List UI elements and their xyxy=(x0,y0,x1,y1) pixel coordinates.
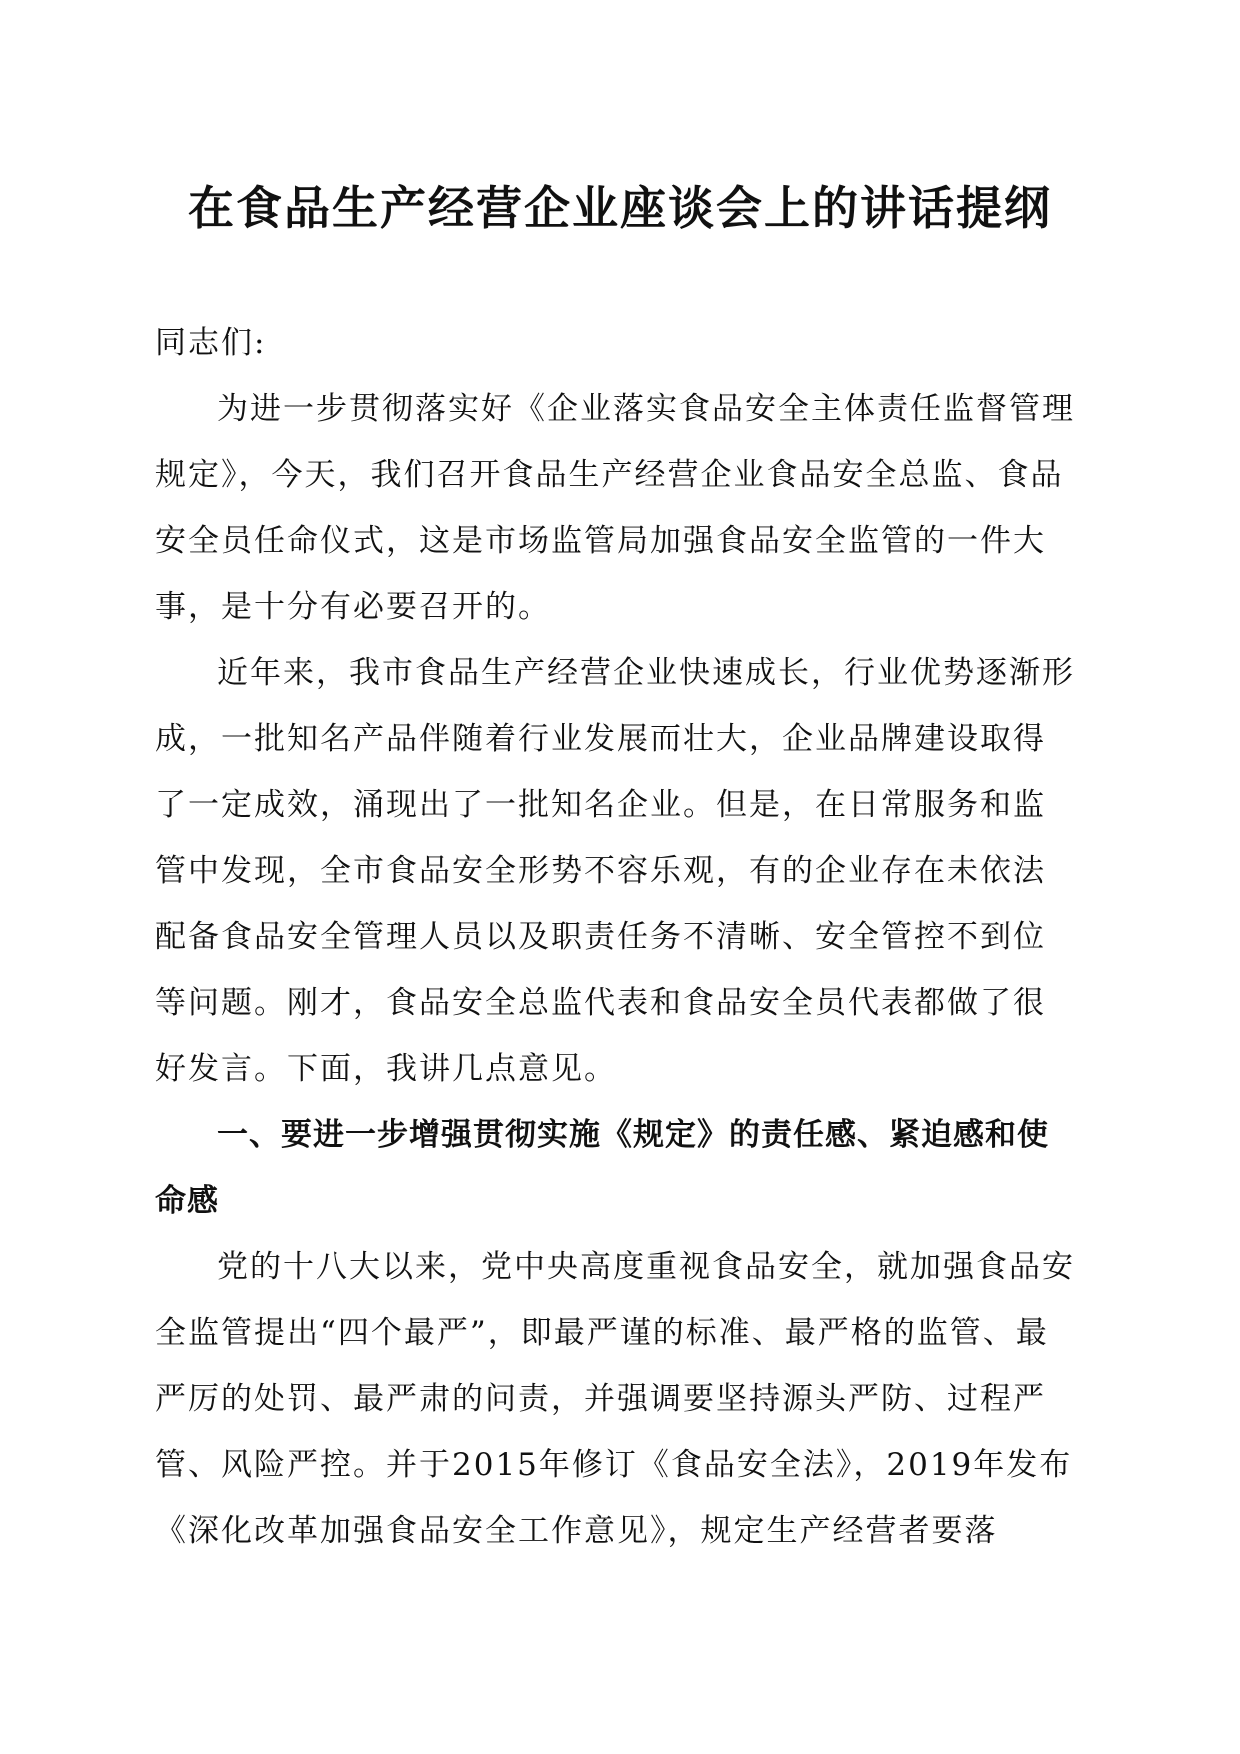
section-heading-1: 一、要进一步增强贯彻实施《规定》的责任感、紧迫感和使命感 xyxy=(155,1117,1049,1219)
paragraph-background: 近年来，我市食品生产经营企业快速成长，行业优势逐渐形成，一批知名产品伴随着行业发展而壮大，企业品牌建设取得了一定成效，涌现出了一批知名企业。但是，在日常服务和监管中发现，全市食品安全形势不容乐观，有的企业存在未依法配备食品安全管理人员以及职责任务不清晰、安全管控不到位等问题。刚才，食品安全总监代表和食品安全员代表都做了很好发言。下面，我讲几点意见。 xyxy=(155,655,1075,1087)
paragraph-intro: 为进一步贯彻落实好《企业落实食品安全主体责任监督管理规定》，今天，我们召开食品生产经营企业食品安全总监、食品安全员任命仪式，这是市场监管局加强食品安全监管的一件大事，是十分有必要召开的。 xyxy=(155,391,1075,625)
section-1-paragraph: 党的十八大以来，党中央高度重视食品安全，就加强食品安全监管提出“四个最严”，即最严谨的标准、最严格的监管、最严厉的处罚、最严肃的问责，并强调要坚持源头严防、过程严管、风险严控。并于2015年修订《食品安全法》，2019年发布《深化改革加强食品安全工作意见》，规定生产经营者要落 xyxy=(155,1249,1075,1549)
document-title: 在食品生产经营企业座谈会上的讲话提纲 xyxy=(188,181,1052,235)
document-body xyxy=(155,310,1075,1564)
salutation: 同志们: xyxy=(155,325,267,361)
